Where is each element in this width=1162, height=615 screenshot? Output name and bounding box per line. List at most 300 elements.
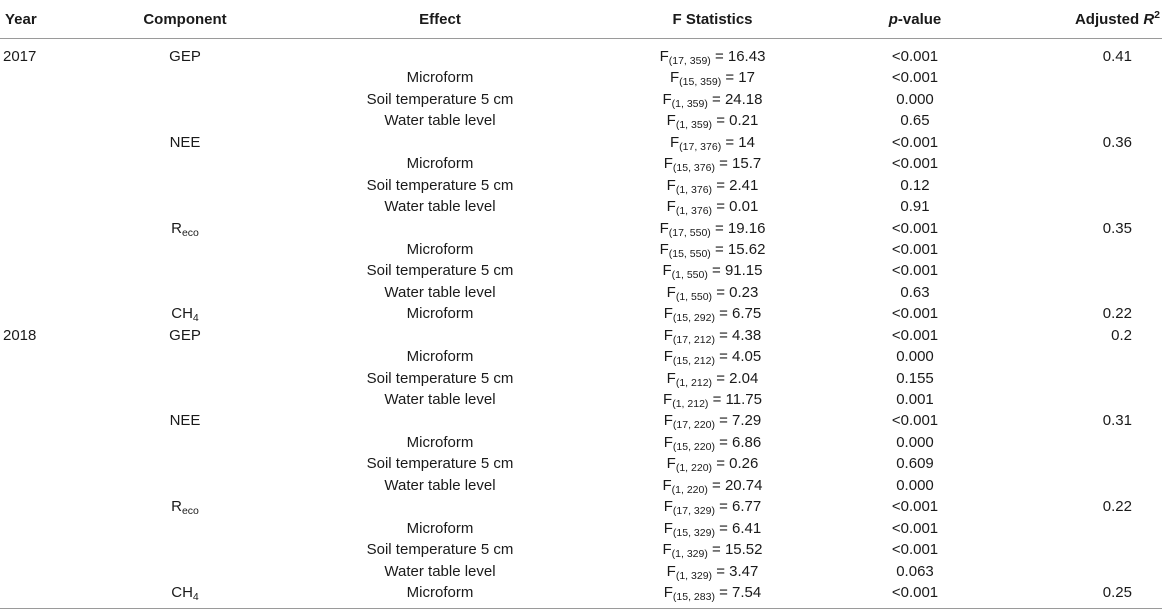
cell-f-statistic: $F_{(15, 212)} = 4.05$: [663, 348, 762, 368]
cell-effect: [285, 434, 595, 455]
header-f-statistics: F Statistics: [595, 0, 830, 39]
f-value: = 6.41: [714, 519, 762, 537]
cell-adjusted-r2: [1000, 69, 1162, 90]
effect-text: Soil temperature 5 cm: [366, 541, 514, 559]
cell-effect: [285, 477, 595, 498]
component-text: R: [171, 498, 182, 516]
cell-year: [0, 305, 75, 326]
table-row: [0, 584, 1162, 609]
cell-year: [0, 477, 75, 498]
p-value-text: 0.609: [896, 455, 934, 473]
f-value: = 0.21: [712, 112, 759, 130]
year-text: 2018: [3, 326, 37, 344]
p-value-text: <0.001: [891, 305, 939, 323]
cell-year: [0, 198, 75, 219]
component-text: NEE: [169, 133, 201, 151]
cell-p-value: [830, 412, 1000, 433]
cell-effect: [285, 370, 595, 391]
cell-effect: [285, 262, 595, 283]
cell-component: [75, 91, 285, 112]
cell-f-statistic: $F_{(1, 359)} = 0.21$: [666, 112, 759, 132]
f-value: = 6.86: [714, 433, 762, 451]
table-row: [0, 91, 1162, 112]
header-r2-italic: R: [1143, 10, 1155, 28]
f-degrees-of-freedom: (17, 359): [668, 55, 711, 67]
component-subscript: eco: [181, 226, 199, 239]
f-value: = 4.05: [714, 348, 762, 366]
cell-p-value: [830, 284, 1000, 305]
effect-text: Water table level: [384, 283, 496, 301]
cell-effect: [285, 91, 595, 112]
adjusted-r2-text: 0.2: [1111, 326, 1132, 344]
component-text: GEP: [169, 326, 201, 344]
p-value-text: <0.001: [891, 541, 939, 559]
cell-component: [75, 520, 285, 541]
f-value: = 2.41: [712, 176, 759, 194]
cell-year: [0, 284, 75, 305]
cell-component: [75, 477, 285, 498]
cell-p-value: [830, 563, 1000, 584]
p-value-text: 0.65: [900, 112, 930, 130]
cell-adjusted-r2: [1000, 541, 1162, 562]
cell-p-value: [830, 69, 1000, 90]
p-value-text: <0.001: [891, 133, 939, 151]
f-value: = 4.38: [714, 326, 762, 344]
cell-year: [0, 541, 75, 562]
cell-f-statistic: $F_{(1, 212)} = 2.04$: [666, 369, 759, 389]
cell-adjusted-r2: [1000, 563, 1162, 584]
cell-component: [75, 563, 285, 584]
component-subscript: 4: [192, 590, 199, 603]
cell-f-statistic: $F_{(17, 359)} = 16.43$: [659, 48, 766, 67]
cell-component: [75, 434, 285, 455]
cell-p-value: [830, 177, 1000, 198]
cell-adjusted-r2: [1000, 177, 1162, 198]
cell-adjusted-r2: [1000, 241, 1162, 262]
cell-effect: [285, 541, 595, 562]
cell-effect: [285, 241, 595, 262]
cell-p-value: [830, 134, 1000, 155]
f-degrees-of-freedom: (15, 329): [672, 526, 715, 539]
effect-text: Microform: [406, 305, 474, 323]
table-body: [0, 39, 1162, 609]
header-year: Year: [0, 0, 75, 39]
effect-text: Microform: [406, 240, 474, 258]
table-row: [0, 412, 1162, 433]
cell-year: [0, 391, 75, 412]
cell-p-value: [830, 39, 1000, 70]
f-degrees-of-freedom: (15, 359): [679, 76, 722, 89]
cell-year: [0, 434, 75, 455]
p-value-text: 0.91: [900, 198, 930, 216]
adjusted-r2-text: 0.35: [1102, 219, 1132, 237]
cell-component: [75, 584, 285, 609]
component-text: R: [171, 219, 182, 237]
cell-effect: [285, 69, 595, 90]
cell-year: [0, 134, 75, 155]
cell-component: [75, 112, 285, 133]
table-row: [0, 112, 1162, 133]
p-value-text: <0.001: [891, 262, 939, 280]
cell-effect: [285, 134, 595, 155]
effect-text: Soil temperature 5 cm: [366, 262, 514, 280]
cell-component: [75, 220, 285, 241]
f-degrees-of-freedom: (1, 212): [675, 376, 713, 389]
f-value: = 0.23: [712, 283, 759, 301]
cell-component: [75, 412, 285, 433]
component-text: NEE: [169, 412, 201, 430]
component-text: CH: [171, 583, 193, 601]
cell-f-statistic: $F_{(15, 329)} = 6.41$: [663, 519, 762, 539]
f-degrees-of-freedom: (15, 283): [672, 590, 715, 603]
f-value: = 2.04: [712, 369, 759, 387]
f-degrees-of-freedom: (15, 376): [672, 162, 715, 175]
cell-component: [75, 455, 285, 476]
cell-f-statistic: $F_{(1, 359)} = 24.18$: [662, 90, 763, 110]
p-value-text: 0.000: [896, 476, 934, 494]
cell-adjusted-r2: [1000, 39, 1162, 70]
cell-effect: [285, 498, 595, 519]
cell-component: [75, 348, 285, 369]
p-value-text: <0.001: [891, 412, 939, 430]
cell-effect: [285, 455, 595, 476]
p-value-text: <0.001: [891, 240, 939, 258]
cell-adjusted-r2: [1000, 327, 1162, 348]
header-adjusted-r2: [1000, 0, 1162, 39]
adjusted-r2-text: 0.36: [1102, 133, 1132, 151]
cell-p-value: [830, 112, 1000, 133]
cell-f-statistic: $F_{(17, 212)} = 4.38$: [663, 326, 762, 346]
effect-text: Water table level: [384, 562, 496, 580]
f-value: = 15.52: [707, 541, 763, 559]
cell-f-statistic: $F_{(15, 376)} = 15.7$: [663, 155, 762, 175]
cell-component: [75, 391, 285, 412]
cell-component: [75, 262, 285, 283]
f-degrees-of-freedom: (1, 329): [675, 569, 713, 582]
cell-f-statistic: $F_{(1, 329)} = 3.47$: [666, 562, 759, 582]
cell-year: [0, 520, 75, 541]
f-value: = 15.7: [714, 155, 762, 173]
f-value: = 7.54: [714, 583, 762, 601]
f-degrees-of-freedom: (1, 550): [671, 269, 708, 282]
cell-p-value: [830, 498, 1000, 519]
adjusted-r2-text: 0.31: [1102, 412, 1132, 430]
table-row: [0, 455, 1162, 476]
table-row: [0, 391, 1162, 412]
header-effect: Effect: [285, 0, 595, 39]
cell-year: [0, 220, 75, 241]
cell-component: [75, 177, 285, 198]
cell-f-statistic: $F_{(15, 283)} = 7.54$: [595, 584, 830, 609]
p-value-text: 0.000: [896, 348, 934, 366]
cell-year: [0, 370, 75, 391]
cell-year: [0, 412, 75, 433]
f-value: = 6.77: [714, 498, 762, 516]
table-row: [0, 541, 1162, 562]
f-degrees-of-freedom: (17, 329): [672, 505, 715, 518]
cell-year: [0, 455, 75, 476]
table-row: [0, 177, 1162, 198]
f-degrees-of-freedom: (17, 212): [672, 333, 715, 346]
cell-f-statistic: $F_{(1, 550)} = 91.15$: [662, 262, 763, 282]
cell-f-statistic: $F_{(1, 550)} = 0.23$: [666, 283, 759, 303]
cell-p-value: [830, 584, 1000, 609]
f-degrees-of-freedom: (1, 220): [675, 462, 713, 475]
cell-component: [75, 284, 285, 305]
cell-f-statistic: $F_{(1, 212)} = 11.75$: [663, 391, 762, 410]
cell-adjusted-r2: [1000, 370, 1162, 391]
cell-component: [75, 155, 285, 176]
cell-f-statistic: $F_{(15, 359)} = 17$: [670, 69, 755, 89]
cell-component: [75, 198, 285, 219]
f-degrees-of-freedom: (1, 359): [671, 97, 708, 110]
cell-component: [75, 370, 285, 391]
cell-effect: [285, 584, 595, 609]
header-p-italic: p: [888, 10, 898, 28]
cell-f-statistic: $F_{(15, 550)} = 15.62$: [659, 240, 766, 260]
p-value-text: 0.000: [896, 433, 934, 451]
adjusted-r2-text: 0.41: [1102, 48, 1132, 65]
cell-year: [0, 69, 75, 90]
f-value: = 19.16: [710, 219, 766, 237]
cell-year: [0, 563, 75, 584]
p-value-text: <0.001: [891, 155, 939, 173]
effect-text: Microform: [406, 583, 474, 601]
cell-component: [75, 69, 285, 90]
cell-component: [75, 241, 285, 262]
cell-adjusted-r2: [1000, 477, 1162, 498]
f-degrees-of-freedom: (15, 292): [672, 312, 715, 325]
f-value: = 6.75: [714, 305, 762, 323]
p-value-text: <0.001: [891, 48, 939, 65]
adjusted-r2-text: 0.25: [1102, 583, 1132, 601]
p-value-text: <0.001: [891, 498, 939, 516]
cell-effect: [285, 155, 595, 176]
header-r2-sup: 2: [1154, 8, 1160, 21]
cell-f-statistic: $F_{(17, 329)} = 6.77$: [663, 498, 762, 518]
adjusted-r2-text: 0.22: [1102, 305, 1132, 323]
cell-adjusted-r2: [1000, 455, 1162, 476]
cell-p-value: [830, 348, 1000, 369]
cell-adjusted-r2: [1000, 220, 1162, 241]
cell-effect: [285, 177, 595, 198]
p-value-text: 0.063: [896, 562, 934, 580]
cell-p-value: [830, 262, 1000, 283]
table-row: [0, 241, 1162, 262]
cell-year: [0, 348, 75, 369]
f-value: = 11.75: [708, 391, 762, 408]
cell-year: [0, 498, 75, 519]
cell-p-value: [830, 541, 1000, 562]
effect-text: Microform: [406, 433, 474, 451]
effect-text: Microform: [406, 155, 474, 173]
cell-adjusted-r2: [1000, 284, 1162, 305]
cell-year: [0, 584, 75, 609]
cell-f-statistic: $F_{(1, 220)} = 20.74$: [662, 476, 763, 496]
cell-adjusted-r2: [1000, 155, 1162, 176]
cell-component: [75, 498, 285, 519]
cell-f-statistic: $F_{(1, 220)} = 0.26$: [666, 455, 759, 475]
cell-effect: [285, 112, 595, 133]
cell-effect: [285, 520, 595, 541]
f-value: = 0.26: [712, 455, 759, 473]
cell-component: [75, 541, 285, 562]
f-degrees-of-freedom: (15, 212): [672, 355, 715, 368]
cell-p-value: [830, 155, 1000, 176]
p-value-text: 0.000: [896, 90, 934, 108]
cell-adjusted-r2: [1000, 348, 1162, 369]
f-value: = 7.29: [714, 412, 762, 430]
cell-adjusted-r2: [1000, 412, 1162, 433]
table-row: [0, 327, 1162, 348]
table-row: [0, 434, 1162, 455]
f-value: = 91.15: [707, 262, 763, 280]
p-value-text: 0.001: [896, 391, 934, 408]
cell-effect: [285, 391, 595, 412]
cell-year: [0, 327, 75, 348]
table-row: [0, 520, 1162, 541]
cell-p-value: [830, 91, 1000, 112]
f-degrees-of-freedom: (1, 212): [672, 398, 709, 410]
cell-f-statistic: $F_{(17, 376)} = 14$: [670, 133, 755, 153]
f-degrees-of-freedom: (1, 220): [671, 483, 708, 496]
table-row: [0, 305, 1162, 326]
cell-adjusted-r2: [1000, 198, 1162, 219]
table-row: [0, 262, 1162, 283]
f-degrees-of-freedom: (17, 376): [679, 140, 722, 153]
cell-year: [0, 177, 75, 198]
f-degrees-of-freedom: (15, 550): [668, 247, 711, 260]
table-row: [0, 155, 1162, 176]
cell-p-value: [830, 434, 1000, 455]
cell-year: [0, 155, 75, 176]
cell-component: [75, 39, 285, 70]
cell-year: [0, 241, 75, 262]
cell-p-value: [830, 477, 1000, 498]
table-row: [0, 134, 1162, 155]
cell-year: [0, 262, 75, 283]
header-p-value: [830, 0, 1000, 39]
cell-p-value: [830, 520, 1000, 541]
cell-f-statistic: $F_{(1, 376)} = 0.01$: [666, 198, 759, 218]
effect-text: Water table level: [384, 112, 496, 130]
f-value: = 16.43: [710, 48, 766, 65]
cell-p-value: [830, 220, 1000, 241]
cell-f-statistic: $F_{(17, 550)} = 19.16$: [659, 219, 766, 239]
effect-text: Water table level: [384, 198, 496, 216]
cell-p-value: [830, 198, 1000, 219]
p-value-text: 0.63: [900, 283, 930, 301]
table-row: [0, 477, 1162, 498]
f-degrees-of-freedom: (1, 550): [675, 290, 713, 303]
component-text: CH: [171, 305, 193, 323]
f-value: = 20.74: [707, 476, 763, 494]
cell-p-value: [830, 305, 1000, 326]
cell-adjusted-r2: [1000, 305, 1162, 326]
table-row: [0, 348, 1162, 369]
f-value: = 24.18: [707, 90, 763, 108]
cell-f-statistic: $F_{(1, 329)} = 15.52$: [662, 541, 763, 561]
effect-text: Microform: [406, 519, 474, 537]
p-value-text: <0.001: [891, 69, 939, 87]
adjusted-r2-text: 0.22: [1102, 498, 1132, 516]
cell-component: [75, 305, 285, 326]
f-value: = 17: [721, 69, 755, 87]
component-subscript: 4: [192, 312, 199, 325]
cell-effect: [285, 39, 595, 70]
cell-f-statistic: $F_{(1, 376)} = 2.41$: [666, 176, 759, 196]
cell-p-value: [830, 455, 1000, 476]
cell-p-value: [830, 327, 1000, 348]
cell-effect: [285, 348, 595, 369]
cell-f-statistic: $F_{(15, 220)} = 6.86$: [663, 433, 762, 453]
effect-text: Water table level: [384, 476, 496, 494]
p-value-text: <0.001: [891, 326, 939, 344]
table-row: [0, 39, 1162, 70]
table-row: [0, 198, 1162, 219]
table-row: [0, 498, 1162, 519]
year-text: 2017: [3, 48, 37, 65]
cell-f-statistic: $F_{(17, 220)} = 7.29$: [663, 412, 762, 432]
cell-component: [75, 134, 285, 155]
table-row: [0, 563, 1162, 584]
header-p-rest: -value: [897, 10, 942, 28]
cell-adjusted-r2: [1000, 434, 1162, 455]
cell-adjusted-r2: [1000, 134, 1162, 155]
component-text: GEP: [169, 48, 201, 65]
f-degrees-of-freedom: (17, 550): [668, 226, 711, 239]
p-value-text: <0.001: [891, 583, 939, 601]
cell-effect: [285, 412, 595, 433]
component-subscript: eco: [181, 505, 199, 518]
p-value-text: 0.155: [896, 369, 934, 387]
table-row: [0, 284, 1162, 305]
cell-year: [0, 91, 75, 112]
cell-effect: [285, 327, 595, 348]
cell-component: [75, 327, 285, 348]
table-row: [0, 69, 1162, 90]
cell-adjusted-r2: [1000, 112, 1162, 133]
effect-text: Microform: [406, 348, 474, 366]
cell-year: [0, 39, 75, 70]
cell-p-value: [830, 391, 1000, 412]
table-row: [0, 370, 1162, 391]
cell-p-value: [830, 370, 1000, 391]
table-row: [0, 220, 1162, 241]
f-degrees-of-freedom: (1, 329): [671, 548, 708, 561]
cell-effect: [285, 563, 595, 584]
f-degrees-of-freedom: (1, 359): [675, 119, 713, 132]
effect-text: Soil temperature 5 cm: [366, 176, 514, 194]
cell-adjusted-r2: [1000, 520, 1162, 541]
cell-adjusted-r2: [1000, 498, 1162, 519]
header-row: [0, 0, 1162, 39]
cell-effect: [285, 284, 595, 305]
f-value: = 14: [721, 133, 755, 151]
cell-adjusted-r2: [1000, 91, 1162, 112]
effect-text: Microform: [406, 69, 474, 87]
effect-text: Soil temperature 5 cm: [366, 90, 514, 108]
f-degrees-of-freedom: (1, 376): [675, 183, 713, 196]
header-component: Component: [75, 0, 285, 39]
cell-effect: [285, 198, 595, 219]
header-r2-prefix: Adjusted: [1074, 10, 1144, 28]
cell-adjusted-r2: [1000, 584, 1162, 609]
f-degrees-of-freedom: (17, 220): [672, 419, 715, 432]
cell-f-statistic: $F_{(15, 292)} = 6.75$: [663, 305, 762, 325]
cell-adjusted-r2: [1000, 262, 1162, 283]
f-value: = 15.62: [710, 240, 766, 258]
